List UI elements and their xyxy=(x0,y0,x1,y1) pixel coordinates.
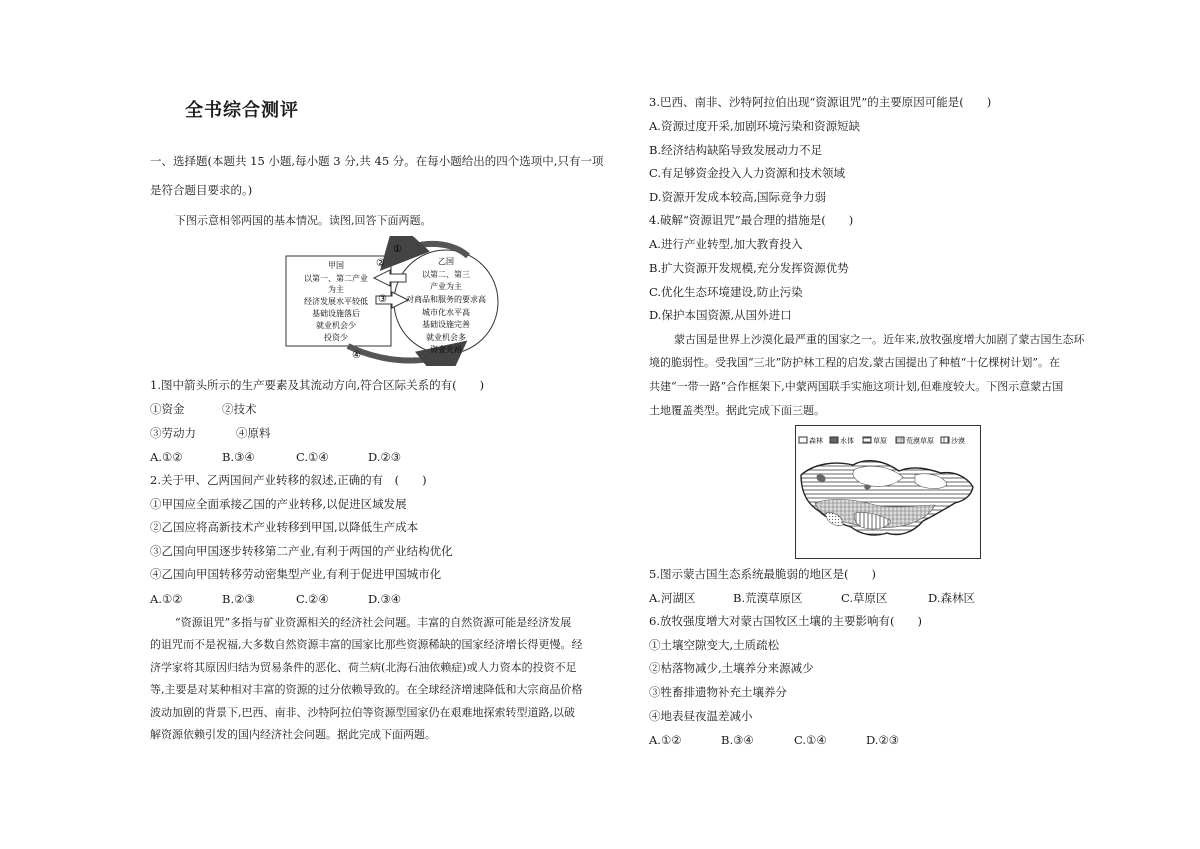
country-a-line: 为主 xyxy=(328,285,344,294)
q1-option-c: C.①④ xyxy=(296,450,329,464)
legend-desert-steppe: 荒漠草原 xyxy=(906,437,934,445)
legend-water: 水体 xyxy=(840,437,854,445)
q4-option-b: B.扩大资源开发规模,充分发挥资源优势 xyxy=(649,261,849,275)
q4-option-c: C.优化生态环境建设,防止污染 xyxy=(649,285,803,299)
q6-option-d: D.②③ xyxy=(866,733,900,747)
two-country-diagram xyxy=(278,236,508,366)
q1-option-d: D.②③ xyxy=(368,450,402,464)
q6-item: ②枯落物减少,土壤养分来源减少 xyxy=(649,661,814,675)
q2-option-a: A.①② xyxy=(150,592,183,606)
mongolia-land-cover-map xyxy=(795,425,981,559)
intro-text: 下图示意相邻两国的基本情况。读图,回答下面两题。 xyxy=(175,214,432,227)
q1-stem: 1.图中箭头所示的生产要素及其流动方向,符合区际关系的有( ) xyxy=(150,378,485,392)
country-a-line: 以第一、第二产业 xyxy=(304,274,368,283)
legend-swatch-water xyxy=(830,437,838,443)
country-a-line: 投资少 xyxy=(324,333,348,342)
passage2-line: 土地覆盖类型。据此完成下面三题。 xyxy=(649,404,825,417)
country-a-line: 就业机会少 xyxy=(316,321,356,330)
q5-stem: 5.图示蒙古国生态系统最脆弱的地区是( ) xyxy=(649,567,876,581)
country-b-line: 乙国 xyxy=(438,257,454,266)
country-b-line: 产业为主 xyxy=(430,282,462,291)
legend-swatch-grassland xyxy=(863,437,871,443)
country-a-line: 基础设施落后 xyxy=(312,309,360,318)
passage1-line: 济学家将其原因归结为贸易条件的恶化、荷兰病(北海石油依赖症)或人力资本的投资不足 xyxy=(150,661,577,674)
legend-desert: 沙漠 xyxy=(951,437,965,445)
q6-item: ①土壤空隙变大,土质疏松 xyxy=(649,638,780,652)
marker-2: ② xyxy=(376,258,385,269)
document-title: 全书综合测评 xyxy=(185,100,299,121)
country-b-line: 以第二、第三 xyxy=(422,270,470,279)
q3-option-d: D.资源开发成本较高,国际竞争力弱 xyxy=(649,190,827,204)
country-b-line: 基础设施完善 xyxy=(422,320,470,329)
q5-option-c: C.草原区 xyxy=(841,591,888,605)
country-b-line: 对商品和服务的要求高 xyxy=(406,295,486,304)
passage1-line: “资源诅咒”多指与矿业资源相关的经济社会问题。丰富的自然资源可能是经济发展 xyxy=(175,616,572,629)
section-heading-line1: 一、选择题(本题共 15 小题,每小题 3 分,共 45 分。在每小题给出的四个选项中,只有一项 xyxy=(150,154,604,168)
q3-option-a: A.资源过度开采,加剧环境污染和资源短缺 xyxy=(649,119,861,133)
passage1-line: 波动加剧的背景下,巴西、南非、沙特阿拉伯等资源型国家仍在艰难地探索转型道路,以破 xyxy=(150,706,575,719)
q3-option-b: B.经济结构缺陷导致发展动力不足 xyxy=(649,143,823,157)
q2-item: ②乙国应将高新技术产业转移到甲国,以降低生产成本 xyxy=(150,520,419,534)
marker-3: ③ xyxy=(378,294,387,305)
q3-stem: 3.巴西、南非、沙特阿拉伯出现“资源诅咒”的主要原因可能是( ) xyxy=(649,95,992,109)
q1-item: ②技术 xyxy=(222,402,257,416)
marker-4: ④ xyxy=(352,350,361,361)
q2-item: ③乙国向甲国逐步转移第二产业,有利于两国的产业结构优化 xyxy=(150,544,453,558)
passage1-line: 解资源依赖引发的国内经济社会问题。据此完成下面两题。 xyxy=(150,728,436,741)
q2-item: ④乙国向甲国转移劳动密集型产业,有利于促进甲国城市化 xyxy=(150,567,442,581)
q1-item: ③劳动力 xyxy=(150,426,196,440)
q2-stem: 2.关于甲、乙两国间产业转移的叙述,正确的有 ( ) xyxy=(150,473,427,487)
passage1-line: 等,主要是对某种相对丰富的资源的过分依赖导致的。在全球经济增速降低和大宗商品价格 xyxy=(150,683,583,696)
q4-option-d: D.保护本国资源,从国外进口 xyxy=(649,308,792,322)
legend-swatch-desert-steppe xyxy=(896,437,904,443)
q4-stem: 4.破解“资源诅咒”最合理的措施是( ) xyxy=(649,213,854,227)
q1-option-a: A.①② xyxy=(150,450,183,464)
q2-option-c: C.②④ xyxy=(296,592,329,606)
q2-item: ①甲国应全面承接乙国的产业转移,以促进区域发展 xyxy=(150,497,407,511)
country-b-line: 就业机会多 xyxy=(426,333,466,342)
q6-option-c: C.①④ xyxy=(794,733,827,747)
q2-option-b: B.②③ xyxy=(222,592,255,606)
country-b-line: 城市化水平高 xyxy=(422,308,470,317)
q1-item: ①资金 xyxy=(150,402,185,416)
q4-option-a: A.进行产业转型,加大教育投入 xyxy=(649,237,803,251)
country-b-line: 资金充裕 xyxy=(430,345,462,354)
passage2-line: 蒙古国是世界上沙漠化最严重的国家之一。近年来,放牧强度增大加剧了蒙古国生态环 xyxy=(674,333,1085,346)
q6-option-b: B.③④ xyxy=(721,733,754,747)
passage2-line: 共建“一带一路”合作框架下,中蒙两国联手实施这项计划,但难度较大。下图示意蒙古国 xyxy=(649,380,1064,393)
legend-grassland: 草原 xyxy=(873,437,887,445)
q3-option-c: C.有足够资金投入人力资源和技术领域 xyxy=(649,166,846,180)
country-a-line: 经济发展水平较低 xyxy=(304,297,368,306)
passage2-line: 境的脆弱性。受我国“三北”防护林工程的启发,蒙古国提出了种植“十亿棵树计划”。在 xyxy=(649,356,1060,369)
legend-swatch-forest xyxy=(799,437,807,443)
marker-1: ① xyxy=(393,244,402,255)
q6-option-a: A.①② xyxy=(649,733,682,747)
q5-option-d: D.森林区 xyxy=(928,591,975,605)
q6-item: ③牲畜排遗物补充土壤养分 xyxy=(649,685,787,699)
q1-option-b: B.③④ xyxy=(222,450,255,464)
q6-stem: 6.放牧强度增大对蒙古国牧区土壤的主要影响有( ) xyxy=(649,614,922,628)
section-heading-line2: 是符合题目要求的。) xyxy=(150,183,253,197)
q2-option-d: D.③④ xyxy=(368,592,402,606)
q1-item: ④原料 xyxy=(236,426,271,440)
legend-forest: 森林 xyxy=(809,437,823,445)
q5-option-b: B.荒漠草原区 xyxy=(733,591,803,605)
legend-swatch-desert xyxy=(941,437,949,443)
q6-item: ④地表昼夜温差减小 xyxy=(649,709,753,723)
country-a-line: 甲国 xyxy=(328,261,344,270)
q5-option-a: A.河湖区 xyxy=(649,591,696,605)
passage1-line: 的诅咒而不是祝福,大多数自然资源丰富的国家比那些资源稀缺的国家经济增长得更慢。经 xyxy=(150,638,583,651)
